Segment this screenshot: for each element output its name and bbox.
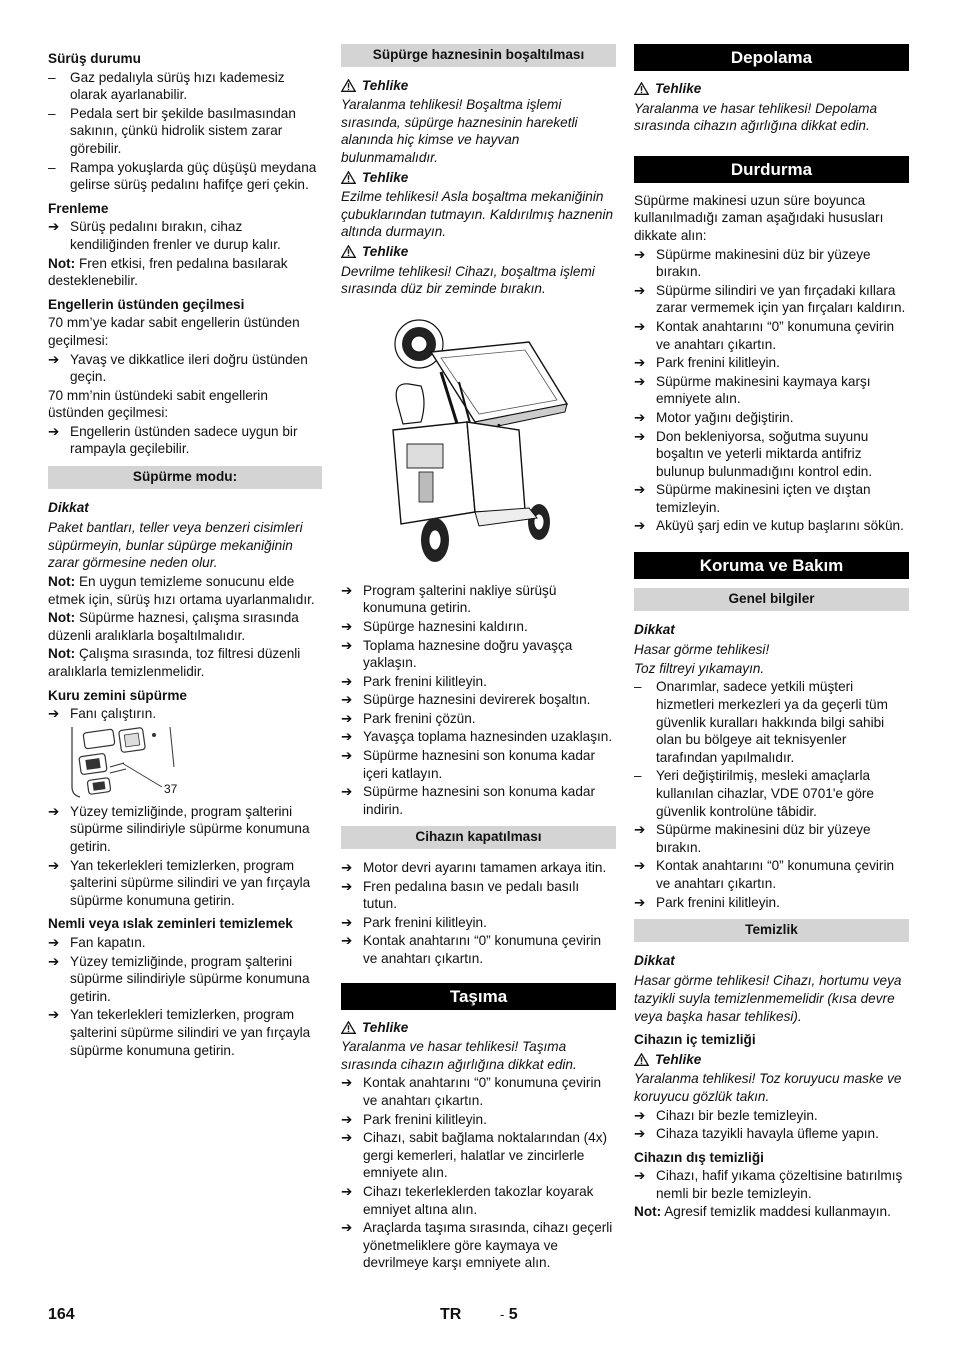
section-header-depolama: Depolama [634,44,909,71]
list-item: ➔ Kontak anahtarını “0” konumuna çevirin ve anahtarı çıkartın. [341,1075,602,1108]
list-item: ➔ Cihaza tazyikli havayla üfleme yapın. [634,1126,879,1142]
warning-text: Yaralanma ve hasar tehlikesi! Depolama sırasında cihazın ağırlığına dikkat edin. [634,100,878,134]
arrow-icon: ➔ [341,1183,353,1199]
list-item: ➔ Araçlarda taşıma sırasında, cihazı geçerli yönetmeliklere göre kaymaya ve devrilmeye karşı emniyete alın. [341,1220,613,1271]
list-item: ➔ Süpürme makinesini düz bir yüzeye bırakın. [634,822,871,855]
list-item: ➔ Süpürme makinesini düz bir yüzeye bırakın. [634,246,871,280]
arrow-icon: ➔ [341,860,353,876]
arrow-icon: ➔ [634,1168,646,1184]
note: Not: En uygun temizleme sonucunu elde etmek için, sürüş hızı ortama uyarlanmalıdır. [48,574,315,607]
section-title-dis-temizlik: Cihazın dış temizliği [634,1149,764,1165]
dikkat-text: Hasar görme tehlikesi! Cihazı, hortumu veya tazyikli suyla temizlenmemelidir (kısa devre veya başka hasar tehlikesi). [634,973,902,1024]
dikkat-label: Dikkat [634,621,675,637]
warning-text: Yaralanma ve hasar tehlikesi! Taşıma sırasında cihazın ağırlığına dikkat edin. [341,1039,577,1072]
arrow-icon: ➔ [341,1130,353,1146]
control-panel-drawing [70,727,200,799]
list-item: ➔ Park frenini kilitleyin. [341,1111,487,1127]
dikkat-label: Dikkat [634,952,675,968]
list-item: ➔ Kontak anahtarını “0” konumuna çevirin ve anahtarı çıkartın. [634,318,895,352]
wheel-icon [421,518,449,562]
wheel-icon [528,504,550,540]
arrow-icon: ➔ [634,318,646,334]
tehlike-label: Tehlike [341,169,616,187]
arrow-icon: ➔ [634,482,646,498]
section-title-nemli: Nemli veya ıslak zeminleri temizlemek [48,916,293,932]
arrow-icon: ➔ [48,1007,60,1023]
arrow-icon: ➔ [48,857,60,873]
section-title-frenleme: Frenleme [48,200,109,216]
tehlike-label: Tehlike [341,77,616,95]
list-item: ➔ Motor yağını değiştirin. [634,409,794,425]
arrow-icon: ➔ [48,351,60,367]
column-middle [341,44,616,1273]
arrow-icon: ➔ [341,1220,353,1236]
tehlike-label: Tehlike [634,1051,909,1069]
list-item: ➔ Yavaş ve dikkatlice ileri doğru üstünden geçin. [48,351,308,385]
arrow-icon: ➔ [341,784,353,800]
arrow-icon: ➔ [634,246,646,262]
arrow-icon: ➔ [48,706,60,722]
list-item: ➔ Yan tekerlekleri temizlerken, program şalterini süpürme silindiri ve yan fırçayla süpürme konumuna getirin. [48,1007,311,1058]
section-header-kapatma: Cihazın kapatılması [341,826,616,849]
paragraph: 70 mm’nin üstündeki sabit engellerin üstünden geçilmesi: [48,387,268,421]
tehlike-label: Tehlike [341,243,616,261]
list-item: ➔ Motor devri ayarını tamamen arkaya itin. [341,860,607,876]
arrow-icon: ➔ [341,710,353,726]
arrow-icon: ➔ [48,219,60,235]
list-item: – Yeri değiştirilmiş, mesleki amaçlarla kullanılan cihazlar, VDE 0701'e göre güvenlik kontrolüne tâbidir. [634,768,874,819]
dikkat-text: Toz filtreyi yıkamayın. [634,660,765,676]
control-panel-figure [70,727,200,799]
dikkat-text: Hasar görme tehlikesi! [634,642,770,658]
arrow-icon: ➔ [341,878,353,894]
warning-triangle-icon [341,79,356,92]
arrow-icon: ➔ [634,1107,646,1123]
warning-text: Devrilme tehlikesi! Cihazı, boşaltma işlemi sırasında düz bir zeminde bırakın. [341,263,595,297]
list-item: ➔ Cihazı tekerleklerden takozlar koyarak emniyet altına alın. [341,1183,594,1217]
list-item: ➔ Fanı çalıştırın. [48,706,157,722]
list-item: ➔ Cihazı bir bezle temizleyin. [634,1107,818,1123]
arrow-icon: ➔ [341,1075,353,1091]
list-item: ➔ Yavaşça toplama haznesinden uzaklaşın. [341,729,613,745]
list-item: ➔ Cihazı, hafif yıkama çözeltisine batırılmış nemli bir bezle temizleyin. [634,1168,903,1201]
warning-triangle-icon [341,1021,356,1034]
tehlike-label: Tehlike [341,1019,616,1037]
arrow-icon: ➔ [634,518,646,534]
arrow-icon: ➔ [341,637,353,653]
note: Not: Süpürme haznesi, çalışma sırasında düzenli aralıklarla boşaltılmalıdır. [48,610,299,643]
list-item: ➔ Süpürme haznesini son konuma kadar içeri katlayın. [341,748,595,781]
section-header-durdurma: Durdurma [634,156,909,183]
arrow-icon: ➔ [48,953,60,969]
list-item: ➔ Cihazı, sabit bağlama noktalarından (4x) gergi kemerleri, halatlar ve zincirlerle emniyete alın. [341,1130,608,1181]
dikkat-label: Dikkat [48,499,89,515]
list-item: ➔ Yüzey temizliğinde, program şalterini süpürme silindiriyle süpürme konumuna getirin. [48,803,310,854]
note: Not: Fren etkisi, fren pedalına basılarak desteklenebilir. [48,255,288,289]
arrow-icon: ➔ [634,373,646,389]
list-item: ➔ Aküyü şarj edin ve kutup başlarını sökün. [634,518,904,534]
arrow-icon: ➔ [48,803,60,819]
section-title-surus: Sürüş durumu [48,51,141,66]
list-item: ➔ Fan kapatın. [48,934,146,950]
list-item: ➔ Süpürge haznesini devirerek boşaltın. [341,692,591,708]
arrow-icon: ➔ [634,355,646,371]
arrow-icon: ➔ [634,428,646,444]
arrow-icon: ➔ [634,282,646,298]
list-item: ➔ Yan tekerlekleri temizlerken, program şalterini süpürme silindiri ve yan fırçayla süpürme konumuna getirin. [48,857,311,908]
column-right [634,44,909,1222]
list-item: – Gaz pedalıyla sürüş hızı kademesiz olarak ayarlanabilir. [48,69,285,103]
warning-text: Yaralanma tehlikesi! Boşaltma işlemi sırasında, süpürge haznesinin hareketli alanında hiç kimse ve hayvan bulunmamalıdır. [341,97,578,165]
list-item: ➔ Sürüş pedalını bırakın, cihaz kendiliğinden frenler ve durup kalır. [48,219,281,252]
section-header-genel: Genel bilgiler [634,588,909,611]
list-item: ➔ Program şalterini nakliye sürüşü konumuna getirin. [341,582,557,616]
arrow-icon: ➔ [48,934,60,950]
arrow-icon: ➔ [341,618,353,634]
sweeper-machine-figure [379,312,579,572]
arrow-icon: ➔ [341,748,353,764]
list-item: ➔ Park frenini kilitleyin. [341,914,487,930]
arrow-icon: ➔ [634,858,646,874]
list-item: – Onarımlar, sadece yetkili müşteri hizmetleri merkezleri ya da geçerli tüm güvenlik kuralları hakkında bilgi sahibi olan bu bölgeye ait teknisyenler tarafından yapılmalıdır. [634,679,888,765]
list-item: ➔ Engellerin üstünden sadece uygun bir rampayla geçilebilir. [48,423,298,457]
arrow-icon: ➔ [341,914,353,930]
list-item: ➔ Süpürme silindiri ve yan fırçadaki kıllara zarar vermemek için yan fırçaları kaldırın. [634,282,906,316]
list-item: ➔ Don bekleniyorsa, soğutma suyunu boşaltın ve yeterli miktarda antifriz bulunup bulunmadığını kontrol edin. [634,428,873,479]
arrow-icon: ➔ [634,822,646,838]
note: Not: Agresif temizlik maddesi kullanmayın. [634,1204,891,1220]
arrow-icon: ➔ [634,409,646,425]
warning-text: Ezilme tehlikesi! Asla boşaltma mekaniğinin çubuklarından tutmayın. Kaldırılmış haznenin altında durmayın. [341,189,614,240]
arrow-icon: ➔ [341,1111,353,1127]
warning-text: Yaralanma tehlikesi! Toz koruyucu maske ve koruyucu gözlük takın. [634,1071,902,1104]
warning-triangle-icon [341,245,356,258]
section-header-supurme: Süpürme modu: [48,466,322,489]
paragraph: 70 mm’ye kadar sabit engellerin üstünden geçilmesi: [48,315,300,348]
list-item: ➔ Süpürme haznesini son konuma kadar indirin. [341,784,595,817]
warning-triangle-icon [341,171,356,184]
list-item: ➔ Park frenini çözün. [341,710,476,726]
warning-triangle-icon [634,1053,649,1066]
arrow-icon: ➔ [48,423,60,439]
section-header-temizlik: Temizlik [634,919,909,942]
list-item: ➔ Süpürge haznesini kaldırın. [341,618,528,634]
list-item: ➔ Süpürme makinesini içten ve dıştan temizleyin. [634,482,871,515]
arrow-icon: ➔ [341,933,353,949]
arrow-icon: ➔ [341,673,353,689]
list-item: ➔ Süpürme makinesini kaymaya karşı emniyete alın. [634,373,871,407]
dikkat-text: Paket bantları, teller veya benzeri cisimleri süpürmeyin, bunlar süpürge mekaniğinin zarar görmesine neden olur. [48,520,303,571]
list-item: ➔ Kontak anahtarını “0” konumuna çevirin ve anahtarı çıkartın. [341,933,602,966]
warning-triangle-icon [634,82,649,95]
figure-label: 37 [164,781,178,796]
column-left [48,44,322,1060]
list-item: ➔ Park frenini kilitleyin. [634,894,780,910]
arrow-icon: ➔ [341,729,353,745]
section-header-koruma: Koruma ve Bakım [634,552,909,579]
list-item: ➔ Park frenini kilitleyin. [634,355,780,371]
section-header-bosaltma: Süpürge haznesinin boşaltılması [341,44,616,67]
sweeper-machine-drawing [379,312,579,572]
tehlike-label: Tehlike [634,80,909,98]
section-title-engel: Engellerin üstünden geçilmesi [48,296,245,312]
arrow-icon: ➔ [341,582,353,598]
arrow-icon: ➔ [634,894,646,910]
note: Not: Çalışma sırasında, toz filtresi düzenli aralıklarla temizlenmelidir. [48,646,301,679]
list-item: – Rampa yokuşlarda güç düşüşü meydana gelirse sürüş pedalını hafifçe geri çekin. [48,159,317,193]
section-header-tasima: Taşıma [341,983,616,1010]
page-number: 164 [48,1306,75,1323]
list-item: ➔ Yüzey temizliğinde, program şalterini süpürme silindiriyle süpürme konumuna getirin. [48,953,310,1004]
section-title-kuru: Kuru zemini süpürme [48,687,187,703]
arrow-icon: ➔ [341,692,353,708]
list-item: – Pedala sert bir şekilde basılmasından sakının, çünkü hidrolik sistem zarar görebilir. [48,105,296,156]
section-title-ic-temizlik: Cihazın iç temizliği [634,1032,756,1048]
arrow-icon: ➔ [634,1126,646,1142]
language-code: TR [440,1306,462,1323]
list-item: ➔ Fren pedalına basın ve pedalı basılı tutun. [341,878,580,912]
list-item: ➔ Park frenini kilitleyin. [341,673,487,689]
list-item: ➔ Toplama haznesine doğru yavaşça yaklaşın. [341,637,573,671]
list-item: ➔ Kontak anahtarını “0” konumuna çevirin ve anahtarı çıkartın. [634,858,895,891]
paragraph: Süpürme makinesi uzun süre boyunca kullanılmadığı zaman aşağıdaki hususları dikkate alın: [634,192,884,243]
section-page-number: - 5 [500,1306,518,1323]
